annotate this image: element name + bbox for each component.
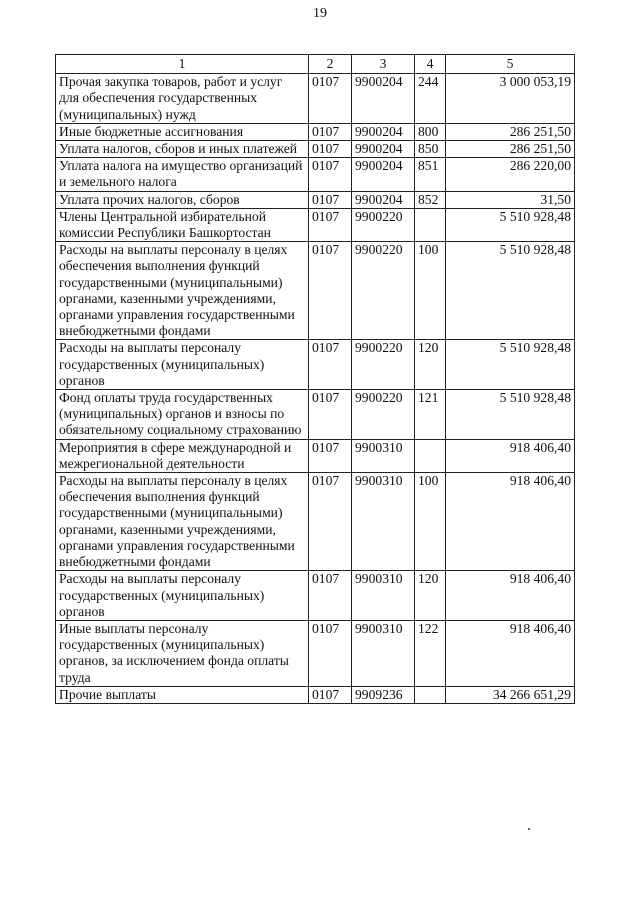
row-amount: 286 251,50	[446, 141, 575, 158]
table-row	[56, 439, 575, 472]
row-expense-type: 850	[415, 141, 446, 158]
row-amount: 918 406,40	[446, 439, 575, 472]
row-section-code: 0107	[309, 571, 352, 621]
row-amount: 286 251,50	[446, 123, 575, 140]
scan-speck	[528, 828, 530, 830]
row-amount: 3 000 053,19	[446, 74, 575, 124]
row-description: Уплата налога на имущество организаций и земельного налога	[56, 158, 309, 191]
row-section-code: 0107	[309, 74, 352, 124]
row-amount: 5 510 928,48	[446, 340, 575, 390]
row-target-code: 9900220	[352, 390, 415, 440]
row-expense-type	[415, 208, 446, 241]
row-description: Иные выплаты персоналу государственных (муниципальных) органов, за исключением фонда оплаты труда	[56, 620, 309, 686]
table-row	[56, 390, 575, 440]
row-description: Мероприятия в сфере международной и межрегиональной деятельности	[56, 439, 309, 472]
row-expense-type: 120	[415, 340, 446, 390]
row-section-code: 0107	[309, 390, 352, 440]
row-target-code: 9900204	[352, 191, 415, 208]
row-amount: 5 510 928,48	[446, 208, 575, 241]
table-row	[56, 74, 575, 124]
row-amount: 918 406,40	[446, 571, 575, 621]
row-description: Уплата прочих налогов, сборов	[56, 191, 309, 208]
row-amount: 918 406,40	[446, 620, 575, 686]
table-row	[56, 158, 575, 191]
row-target-code: 9900204	[352, 158, 415, 191]
row-target-code: 9900220	[352, 242, 415, 340]
table-header-row	[56, 55, 575, 74]
column-header: 3	[352, 55, 415, 74]
row-target-code: 9900310	[352, 571, 415, 621]
row-expense-type: 800	[415, 123, 446, 140]
row-target-code: 9900310	[352, 473, 415, 571]
row-section-code: 0107	[309, 123, 352, 140]
table-row	[56, 686, 575, 703]
table-row	[56, 242, 575, 340]
row-expense-type: 100	[415, 242, 446, 340]
row-expense-type	[415, 439, 446, 472]
row-expense-type: 122	[415, 620, 446, 686]
row-expense-type	[415, 686, 446, 703]
row-expense-type: 121	[415, 390, 446, 440]
row-section-code: 0107	[309, 686, 352, 703]
table-row	[56, 473, 575, 571]
row-section-code: 0107	[309, 158, 352, 191]
column-header: 1	[56, 55, 309, 74]
table-row	[56, 141, 575, 158]
row-description: Члены Центральной избирательной комиссии Республики Башкортостан	[56, 208, 309, 241]
row-section-code: 0107	[309, 242, 352, 340]
table-row	[56, 340, 575, 390]
row-expense-type: 851	[415, 158, 446, 191]
row-description: Расходы на выплаты персоналу в целях обеспечения выполнения функций государственными (муниципальными) органами, казенными учреждениями, органами управления государственными внебюджетными фондами	[56, 473, 309, 571]
row-description: Расходы на выплаты персоналу в целях обеспечения выполнения функций государственными (муниципальными) органами, казенными учреждениями, органами управления государственными внебюджетными фондами	[56, 242, 309, 340]
row-target-code: 9900204	[352, 123, 415, 140]
row-section-code: 0107	[309, 191, 352, 208]
row-description: Расходы на выплаты персоналу государственных (муниципальных) органов	[56, 571, 309, 621]
row-section-code: 0107	[309, 620, 352, 686]
table-row	[56, 571, 575, 621]
row-amount: 5 510 928,48	[446, 242, 575, 340]
table-row	[56, 123, 575, 140]
row-expense-type: 852	[415, 191, 446, 208]
row-amount: 34 266 651,29	[446, 686, 575, 703]
row-description: Расходы на выплаты персоналу государственных (муниципальных) органов	[56, 340, 309, 390]
row-target-code: 9909236	[352, 686, 415, 703]
row-target-code: 9900204	[352, 141, 415, 158]
row-description: Уплата налогов, сборов и иных платежей	[56, 141, 309, 158]
row-amount: 918 406,40	[446, 473, 575, 571]
row-expense-type: 244	[415, 74, 446, 124]
table-row	[56, 620, 575, 686]
row-expense-type: 120	[415, 571, 446, 621]
column-header: 4	[415, 55, 446, 74]
table-row	[56, 208, 575, 241]
row-section-code: 0107	[309, 473, 352, 571]
row-description: Прочая закупка товаров, работ и услуг для обеспечения государственных (муниципальных) нужд	[56, 74, 309, 124]
row-description: Прочие выплаты	[56, 686, 309, 703]
row-section-code: 0107	[309, 208, 352, 241]
column-header: 5	[446, 55, 575, 74]
column-header: 2	[309, 55, 352, 74]
row-section-code: 0107	[309, 439, 352, 472]
row-amount: 5 510 928,48	[446, 390, 575, 440]
row-target-code: 9900204	[352, 74, 415, 124]
budget-table	[55, 54, 575, 704]
table-row	[56, 191, 575, 208]
row-amount: 286 220,00	[446, 158, 575, 191]
row-section-code: 0107	[309, 141, 352, 158]
row-target-code: 9900220	[352, 340, 415, 390]
row-section-code: 0107	[309, 340, 352, 390]
row-description: Иные бюджетные ассигнования	[56, 123, 309, 140]
row-amount: 31,50	[446, 191, 575, 208]
table-body	[56, 74, 575, 704]
page-number: 19	[313, 6, 327, 21]
row-target-code: 9900310	[352, 620, 415, 686]
row-target-code: 9900310	[352, 439, 415, 472]
row-description: Фонд оплаты труда государственных (муниципальных) органов и взносы по обязательному социальному страхованию	[56, 390, 309, 440]
row-target-code: 9900220	[352, 208, 415, 241]
row-expense-type: 100	[415, 473, 446, 571]
